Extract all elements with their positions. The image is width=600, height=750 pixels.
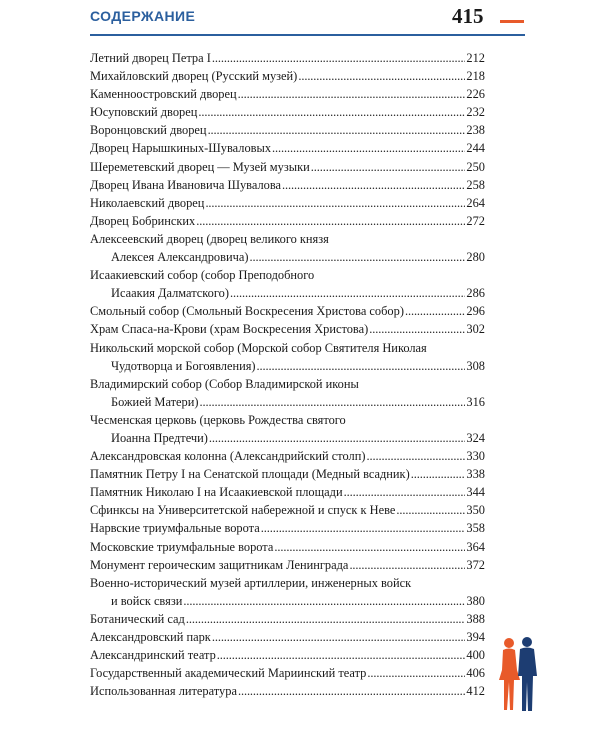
toc-entry-page: 286 xyxy=(466,286,485,301)
dot-leader xyxy=(367,664,465,682)
toc-entry xyxy=(90,230,485,266)
toc-entry-page: 238 xyxy=(466,123,485,138)
toc-entry-title: Государственный академический Мариинский театр xyxy=(90,666,367,681)
toc-entry xyxy=(90,682,485,700)
dot-leader xyxy=(405,302,465,320)
toc-entry-page: 212 xyxy=(466,51,485,65)
toc-entry-line xyxy=(90,284,485,302)
dot-leader xyxy=(209,429,466,447)
toc-entry-line xyxy=(90,519,485,537)
toc-entry-line xyxy=(90,266,485,284)
toc-entry-title: Михайловский дворец (Русский музей) xyxy=(90,69,298,84)
toc-entry-line xyxy=(90,538,485,556)
toc-entry-page: 232 xyxy=(466,105,485,120)
toc-entry xyxy=(90,375,485,411)
dot-leader xyxy=(369,320,465,338)
dot-leader xyxy=(199,393,465,411)
section-title: СОДЕРЖАНИЕ xyxy=(90,8,196,24)
toc-entry xyxy=(90,302,485,320)
toc-entry-line xyxy=(90,610,485,628)
toc-entry-page: 406 xyxy=(466,666,485,681)
toc-entry-page: 338 xyxy=(466,467,485,482)
toc-entry xyxy=(90,176,485,194)
dot-leader xyxy=(274,538,465,556)
toc-entry xyxy=(90,447,485,465)
toc-entry-page: 316 xyxy=(466,394,485,409)
toc-entry-page: 358 xyxy=(466,521,485,536)
toc-entry-page: 272 xyxy=(466,213,485,228)
toc-entry xyxy=(90,320,485,338)
toc-entry xyxy=(90,465,485,483)
toc-entry-line xyxy=(90,465,485,483)
toc-entry xyxy=(90,121,485,139)
toc-entry-title: Исаакиевский собор (собор Преподобного xyxy=(90,268,315,283)
toc-entry xyxy=(90,501,485,519)
toc-entry xyxy=(90,158,485,176)
toc-entry xyxy=(90,556,485,574)
toc-entry-title: Использованная литература xyxy=(90,684,237,699)
dot-leader xyxy=(311,158,466,176)
toc-entry xyxy=(90,519,485,537)
header-accent-bar xyxy=(500,20,524,23)
toc-entry-title: Военно-исторический музей артиллерии, инженерных войск xyxy=(90,575,412,590)
toc-entry-page: 372 xyxy=(466,557,485,572)
dot-leader xyxy=(238,682,465,700)
dot-leader xyxy=(212,49,466,67)
dot-leader xyxy=(212,628,466,646)
toc-entry-page: 330 xyxy=(466,449,485,464)
dot-leader xyxy=(238,85,466,103)
toc-entry-line xyxy=(90,158,485,176)
toc-entry-line xyxy=(90,194,485,212)
toc-entry-page: 280 xyxy=(466,250,485,265)
dot-leader xyxy=(217,646,466,664)
toc-entry-page: 324 xyxy=(466,430,485,445)
toc-entry-title: Памятник Николаю I на Исаакиевской площади xyxy=(90,485,343,500)
toc-entry-line xyxy=(90,139,485,157)
dot-leader xyxy=(396,501,465,519)
toc-entry xyxy=(90,411,485,447)
toc-entry xyxy=(90,194,485,212)
dot-leader xyxy=(349,556,465,574)
toc-entry xyxy=(90,67,485,85)
toc-entry-title: Владимирский собор (Собор Владимирской иконы xyxy=(90,376,359,391)
header-rule xyxy=(90,34,525,36)
toc-entry-title: Ботанический сад xyxy=(90,611,185,626)
toc-entry-title: Александринский театр xyxy=(90,648,216,663)
toc-entry-page: 388 xyxy=(466,611,485,626)
toc-entry-line xyxy=(90,411,485,429)
toc-entry xyxy=(90,628,485,646)
toc-entry-line xyxy=(90,339,485,357)
toc-entry-title: Иоанна Предтечи) xyxy=(111,430,208,445)
people-silhouette-icon xyxy=(496,636,542,714)
toc-entry xyxy=(90,139,485,157)
toc-entry xyxy=(90,103,485,121)
toc-entry-line xyxy=(90,556,485,574)
toc-entry-page: 218 xyxy=(466,69,485,84)
dot-leader xyxy=(261,519,466,537)
toc-entry-title: Александровская колонна (Александрийский столп) xyxy=(90,449,366,464)
toc-entry-page: 308 xyxy=(466,358,485,373)
toc-entry-line xyxy=(90,447,485,465)
dot-leader xyxy=(344,483,466,501)
toc-entry-line xyxy=(90,592,485,610)
toc-entry-title: Алексеевский дворец (дворец великого князя xyxy=(90,231,329,246)
dot-leader xyxy=(298,67,465,85)
toc-entry-page: 364 xyxy=(466,539,485,554)
toc-entry-title: Смольный собор (Смольный Воскресения Христова собор) xyxy=(90,304,404,319)
dot-leader xyxy=(257,357,466,375)
toc-entry-line xyxy=(90,302,485,320)
toc-entry-title: Шереметевский дворец — Музей музыки xyxy=(90,159,310,174)
toc-entry-title: Храм Спаса-на-Крови (храм Воскресения Христова) xyxy=(90,322,369,337)
toc-entry-line xyxy=(90,49,485,67)
table-of-contents xyxy=(90,49,485,700)
toc-entry xyxy=(90,538,485,556)
dot-leader xyxy=(208,121,466,139)
toc-entry-line xyxy=(90,176,485,194)
toc-entry xyxy=(90,483,485,501)
toc-entry-line xyxy=(90,320,485,338)
dot-leader xyxy=(230,284,465,302)
dot-leader xyxy=(186,610,466,628)
toc-entry-page: 302 xyxy=(466,322,485,337)
toc-entry xyxy=(90,212,485,230)
dot-leader xyxy=(196,212,465,230)
toc-entry-line xyxy=(90,67,485,85)
toc-entry-page: 380 xyxy=(466,593,485,608)
toc-entry-title: Чудотворца и Богоявления) xyxy=(111,358,256,373)
toc-entry-title: Монумент героическим защитникам Ленинграда xyxy=(90,557,349,572)
toc-entry-line xyxy=(90,483,485,501)
toc-entry-title: Божией Матери) xyxy=(111,394,199,409)
toc-entry-title: Летний дворец Петра I xyxy=(90,51,211,65)
toc-entry-line xyxy=(90,248,485,266)
toc-entry xyxy=(90,339,485,375)
toc-entry-page: 394 xyxy=(466,630,485,644)
toc-entry xyxy=(90,664,485,682)
toc-entry xyxy=(90,49,485,67)
toc-entry xyxy=(90,85,485,103)
toc-entry-line xyxy=(90,375,485,393)
toc-entry-title: и войск связи xyxy=(111,593,183,608)
toc-entry-title: Никольский морской собор (Морской собор Святителя Николая xyxy=(90,340,427,355)
toc-entry xyxy=(90,266,485,302)
toc-entry-title: Юсуповский дворец xyxy=(90,105,198,120)
toc-entry-line xyxy=(90,429,485,447)
toc-entry xyxy=(90,574,485,610)
toc-entry-title: Исаакия Далматского) xyxy=(111,286,229,301)
toc-entry-title: Сфинксы на Университетской набережной и спуск к Неве xyxy=(90,503,396,518)
toc-entry-line xyxy=(90,664,485,682)
toc-entry-title: Алексея Александровича) xyxy=(111,250,249,265)
toc-entry-line xyxy=(90,628,485,646)
toc-entry-line xyxy=(90,357,485,375)
dot-leader xyxy=(205,194,465,212)
toc-entry-page: 226 xyxy=(466,87,485,102)
toc-entry-page: 344 xyxy=(466,485,485,500)
dot-leader xyxy=(198,103,465,121)
toc-entry-line xyxy=(90,230,485,248)
toc-entry-title: Нарвские триумфальные ворота xyxy=(90,521,260,536)
toc-entry-title: Дворец Нарышкиных-Шуваловых xyxy=(90,141,272,156)
dot-leader xyxy=(367,447,466,465)
toc-entry xyxy=(90,610,485,628)
toc-entry-line xyxy=(90,646,485,664)
toc-entry-line xyxy=(90,103,485,121)
toc-entry-title: Александровский парк xyxy=(90,630,211,644)
toc-entry-title: Николаевский дворец xyxy=(90,195,205,210)
toc-entry-title: Каменноостровский дворец xyxy=(90,87,237,102)
page-number: 415 xyxy=(452,4,484,28)
toc-entry-line xyxy=(90,574,485,592)
toc-entry-line xyxy=(90,212,485,230)
toc-entry-title: Воронцовский дворец xyxy=(90,123,207,138)
toc-entry-line xyxy=(90,501,485,519)
dot-leader xyxy=(272,139,465,157)
toc-entry-page: 296 xyxy=(466,304,485,319)
toc-entry-page: 400 xyxy=(466,648,485,663)
dot-leader xyxy=(249,248,465,266)
toc-entry-title: Памятник Петру I на Сенатской площади (Медный всадник) xyxy=(90,467,410,482)
toc-entry-page: 244 xyxy=(466,141,485,156)
toc-entry-page: 350 xyxy=(466,503,485,518)
toc-entry-title: Дворец Бобринских xyxy=(90,213,196,228)
toc-entry-title: Дворец Ивана Ивановича Шувалова xyxy=(90,177,282,192)
toc-entry-title: Московские триумфальные ворота xyxy=(90,539,274,554)
toc-entry-line xyxy=(90,121,485,139)
toc-entry-page: 250 xyxy=(466,159,485,174)
toc-entry-title: Чесменская церковь (церковь Рождества святого xyxy=(90,412,346,427)
dot-leader xyxy=(282,176,465,194)
toc-entry-page: 412 xyxy=(466,684,485,699)
toc-entry-page: 264 xyxy=(466,195,485,210)
toc-entry xyxy=(90,646,485,664)
toc-entry-page: 258 xyxy=(466,177,485,192)
dot-leader xyxy=(411,465,466,483)
toc-entry-line xyxy=(90,393,485,411)
toc-entry-line xyxy=(90,85,485,103)
dot-leader xyxy=(183,592,465,610)
toc-entry-line xyxy=(90,682,485,700)
